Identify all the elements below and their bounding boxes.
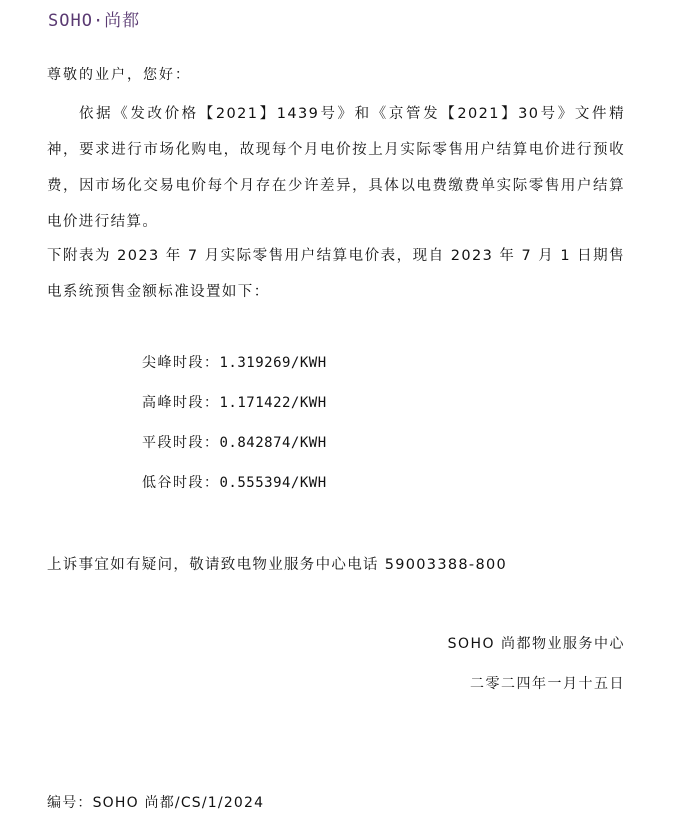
paragraph-notice: 依据《发改价格【2021】1439号》和《京管发【2021】30号》文件精神，要求进行市场化购电，故现每个月电价按上月实际零售用户结算电价进行预收费，因市场化交易电价每个月存在少许差异，具体以电费缴费单实际零售用户结算电价进行结算。 bbox=[47, 106, 625, 230]
rate-label: 低谷时段： bbox=[142, 475, 220, 491]
rate-label: 高峰时段： bbox=[142, 395, 220, 411]
rate-value: 0.842874/KWH bbox=[219, 435, 327, 451]
rate-row-flat bbox=[142, 432, 327, 472]
rate-value: 1.319269/KWH bbox=[219, 355, 327, 371]
signature: SOHO 尚都物业服务中心 bbox=[447, 636, 625, 652]
rate-row-high bbox=[142, 392, 327, 432]
rate-row-valley bbox=[142, 472, 327, 512]
rate-row-peak bbox=[142, 352, 327, 392]
rate-label: 平段时段： bbox=[142, 435, 220, 451]
date: 二零二四年一月十五日 bbox=[470, 676, 625, 692]
document-number: 编号：SOHO 尚都/CS/1/2024 bbox=[47, 795, 265, 811]
paragraph-rate-intro: 下附表为 2023 年 7 月实际零售用户结算电价表，现自 2023 年 7 月 1 日期售电系统预售金额标准设置如下： bbox=[47, 248, 625, 300]
rate-value: 1.171422/KWH bbox=[219, 395, 327, 411]
rate-list bbox=[142, 352, 327, 512]
greeting: 尊敬的业户，您好： bbox=[47, 67, 191, 83]
company-logo: SOHO·尚都 bbox=[48, 11, 141, 31]
rate-value: 0.555394/KWH bbox=[219, 475, 327, 491]
rate-label: 尖峰时段： bbox=[142, 355, 220, 371]
contact-line: 上诉事宜如有疑问，敬请致电物业服务中心电话 59003388-800 bbox=[47, 557, 508, 573]
